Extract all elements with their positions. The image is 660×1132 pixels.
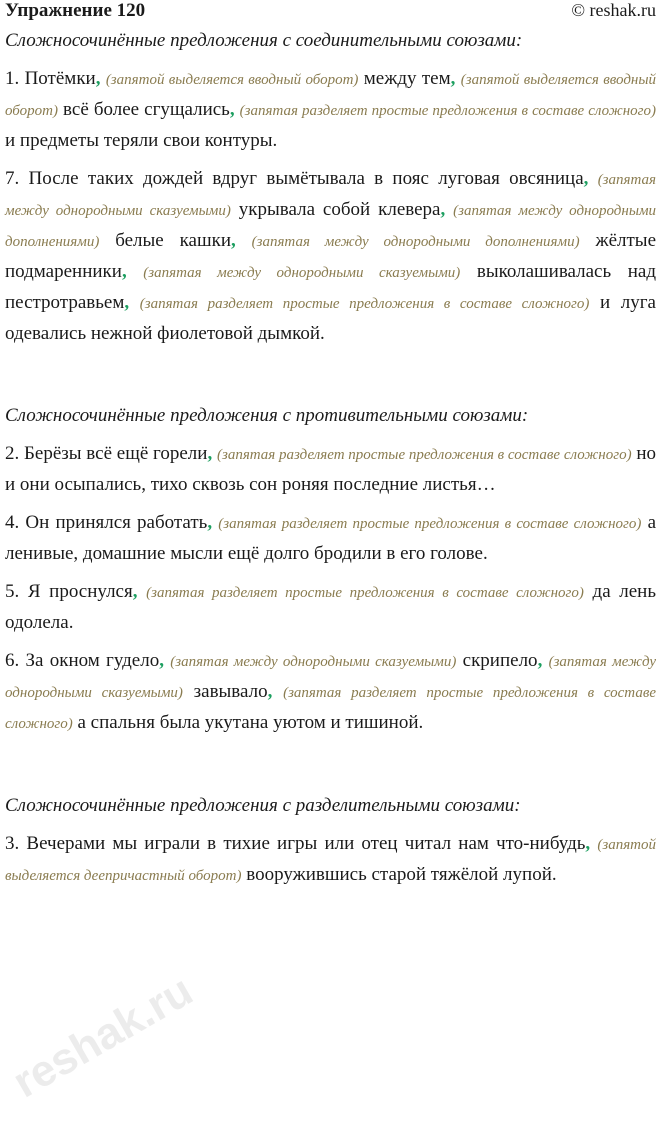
sentence-text: и предметы теряли свои контуры.	[5, 130, 278, 151]
comma-note: (запятая между однородными сказуемыми)	[143, 265, 461, 281]
sentence-text: между тем	[363, 68, 451, 89]
sentence-1	[5, 64, 656, 156]
comma-note: (запятая между однородными дополнениями)	[5, 203, 657, 250]
comma-mark: ,	[537, 650, 543, 671]
sentence-3	[5, 829, 656, 891]
sentence-text: вооружившись старой тяжёлой лупой.	[246, 864, 557, 885]
sentence-text: 5. Я проснулся	[5, 581, 133, 602]
comma-mark: ,	[585, 833, 591, 854]
comma-note: (запятая между однородными сказуемыми)	[170, 654, 457, 670]
sentence-text: жёлтые подмаренники	[5, 230, 656, 282]
comma-note: (запятая между однородными сказуемыми)	[5, 654, 657, 701]
comma-mark: ,	[95, 68, 101, 89]
sentence-text: 3. Вечерами мы играли в тихие игры или отец читал нам что-нибудь	[5, 833, 586, 854]
sentence-text: завывало	[193, 681, 268, 702]
section-heading-adversative: Сложносочинённые предложения с противительными союзами:	[5, 405, 529, 426]
comma-note: (запятая разделяет простые предложения в составе сложного)	[216, 447, 632, 463]
comma-mark: ,	[207, 443, 213, 464]
sentence-text: 4. Он принялся работать	[5, 512, 208, 533]
sentence-text: а спальня была укутана уютом и тишиной.	[77, 712, 424, 733]
sentence-text: да лень одолела.	[5, 581, 656, 633]
comma-note: (запятая между однородными сказуемыми)	[5, 172, 656, 219]
sentence-5	[5, 577, 656, 638]
sentence-text: укрывала собой клевера	[238, 199, 441, 220]
comma-mark: ,	[124, 292, 130, 313]
sentence-text: и луга одевались нежной фиолетовой дымкой.	[5, 292, 656, 344]
watermark-logo: reshak.ru	[4, 965, 201, 1108]
sentence-text: но и они осыпались, тихо сквозь сон роняя последние листья…	[5, 443, 657, 495]
comma-mark: ,	[207, 512, 213, 533]
comma-note: (запятой выделяется вводный оборот)	[5, 72, 657, 119]
comma-mark: ,	[159, 650, 164, 671]
sentence-text: белые кашки	[115, 230, 231, 251]
comma-mark: ,	[583, 168, 589, 189]
sentence-text: 1. Потёмки	[5, 68, 96, 89]
copyright-text: © reshak.ru	[571, 0, 656, 20]
section-heading-disjunctive: Сложносочинённые предложения с разделительными союзами:	[5, 795, 521, 816]
sentence-text: выколашивалась над пестротравьем	[5, 261, 656, 313]
page-header	[5, 0, 656, 26]
comma-mark: ,	[267, 681, 273, 702]
comma-note: (запятой выделяется деепричастный оборот)	[5, 837, 656, 884]
sentence-text: скрипело	[462, 650, 538, 671]
comma-note: (запятая разделяет простые предложения в составе сложного)	[139, 296, 590, 312]
sentence-text: всё более сгущались	[63, 99, 230, 120]
comma-mark: ,	[121, 261, 127, 282]
comma-mark: ,	[450, 68, 456, 89]
sentence-7	[5, 164, 656, 349]
sentence-6	[5, 646, 656, 739]
sentence-text: а ленивые, домашние мысли ещё долго бродили в его голове.	[5, 512, 656, 564]
comma-note: (запятой выделяется вводный оборот)	[105, 72, 359, 88]
comma-mark: ,	[440, 199, 446, 220]
comma-note: (запятая разделяет простые предложения в составе сложного)	[218, 516, 642, 532]
section-heading-coordinating: Сложносочинённые предложения с соединительными союзами:	[5, 30, 523, 51]
comma-note: (запятая между однородными дополнениями)	[251, 234, 580, 250]
sentence-2	[5, 439, 656, 500]
comma-mark: ,	[132, 581, 138, 602]
exercise-title: Упражнение 120	[5, 0, 146, 21]
comma-mark: ,	[229, 99, 235, 120]
sentence-text: 6. За окном гудело	[5, 650, 160, 671]
comma-note: (запятая разделяет простые предложения в составе сложного)	[146, 585, 584, 601]
comma-note: (запятая разделяет простые предложения в составе сложного)	[5, 685, 656, 732]
sentence-text: 7. После таких дождей вдруг вымётывала в пояс луговая овсяница	[5, 168, 584, 189]
comma-mark: ,	[231, 230, 236, 251]
comma-note: (запятая разделяет простые предложения в составе сложного)	[239, 103, 657, 119]
sentence-text: 2. Берёзы всё ещё горели	[5, 443, 208, 464]
sentence-4	[5, 508, 656, 569]
